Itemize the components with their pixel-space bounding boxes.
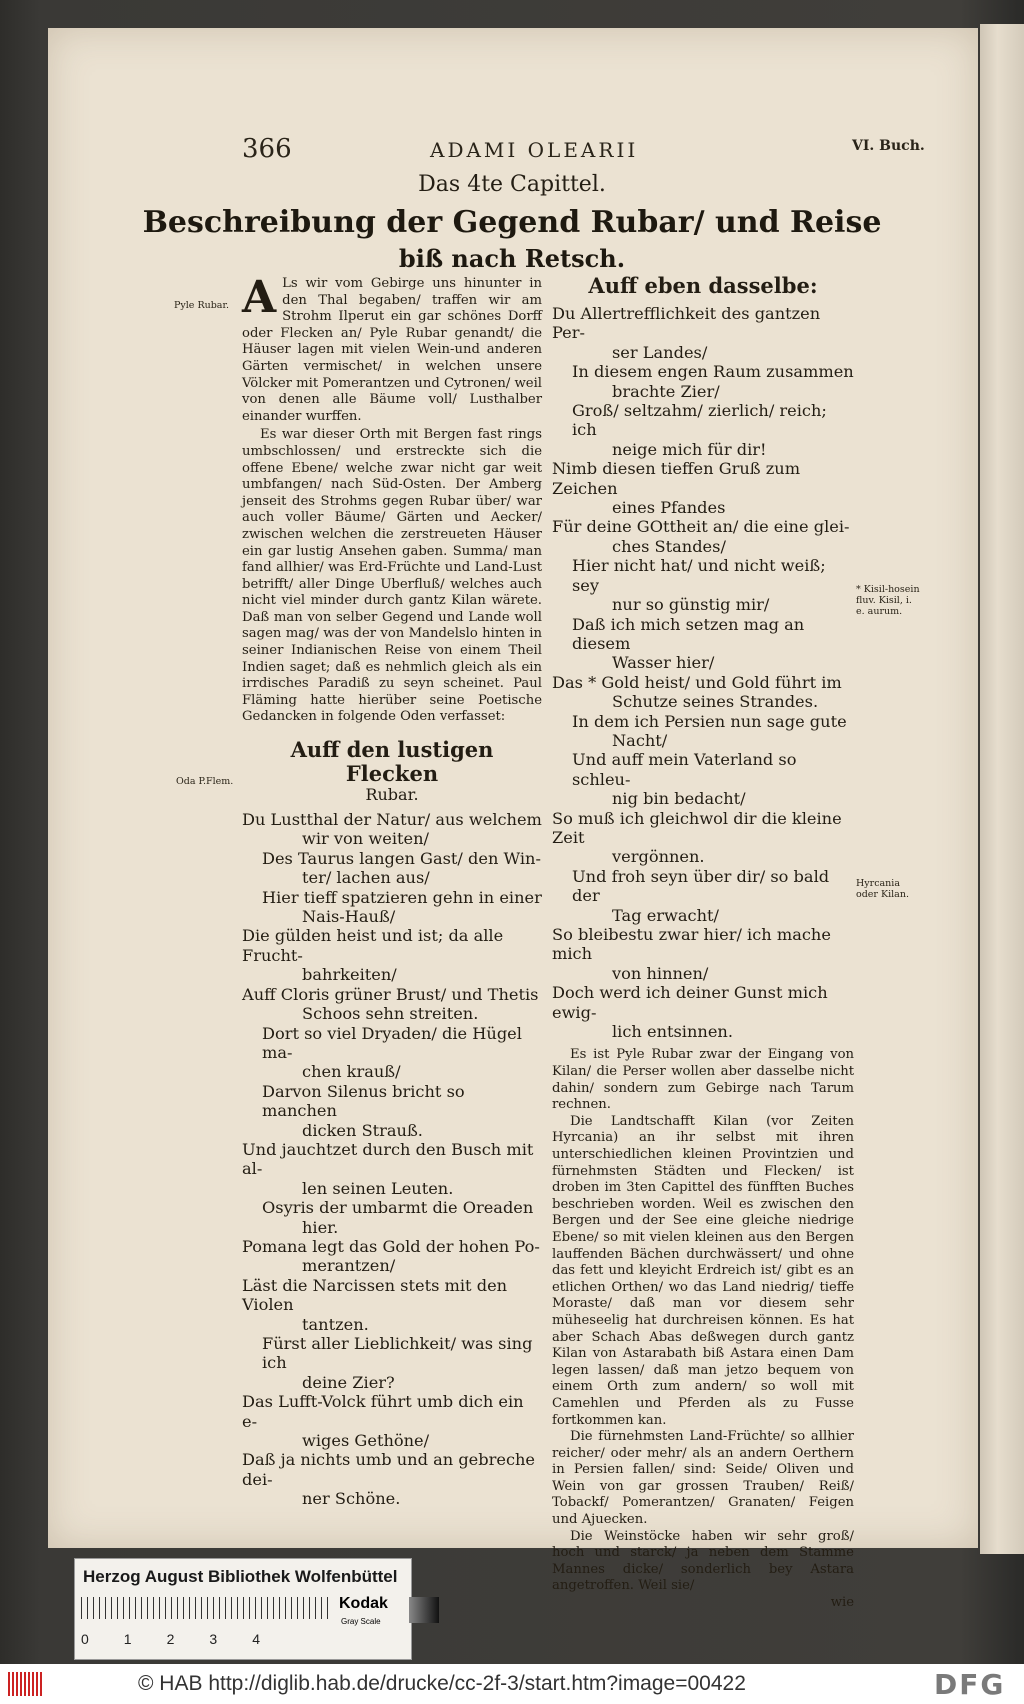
paragraph-2: Es war dieser Orth mit Bergen fast rings umbschlossen/ und erstreckte sich die offene Ebene/ welche zwar nicht gar weit umbfangen/ nach Süd-Osten. Der Amberg jenseit des Strohms gegen Rubar über/ war auch voller Bäume/ Gärten und Aecker/ zwischen welchen die zerstreueten Häuser ein gar lustig Ansehen gaben. Summa/ man fand allhier/ was Erd-Früchte und Land-Lust betrifft/ aller Dinge Uberfluß/ welches auch nicht viel minder durch gantz Kilan wärete. Daß man von selber Gegend und Lande woll sagen mag/ was der von Mandelslo hinten in seiner Indianischen Reise von einem Theil Indien saget; daß es nehmlich gleich als ein irrdisches Paradiß zu seyn scheinet. Paul Fläming hatte hierüber seine Poetische Gedancken in folgende Oden verfasset: [242, 427, 542, 725]
verse-line: Darvon Silenus bricht so manchen [262, 1081, 465, 1121]
ruler-numbers [81, 1631, 341, 1647]
paragraph-r3: Die fürnehmsten Land-Früchte/ so allhier reicher/ oder mehr/ als an andern Oerthern in Persien fallen/ sind: Seide/ Oliven und Wein von gar grossen Trauben/ Reiß/ Tobackf/ Pomerantzen/ Granaten/ Feigen und Ajuecken. [552, 1429, 854, 1528]
margin-note-oda: Oda P.Flem. [176, 776, 234, 787]
verse-line: Du Lustthal der Natur/ aus welchem [242, 810, 542, 830]
verse-line: Wasser hier/ [612, 653, 715, 673]
verse-line: Und froh seyn über dir/ so bald der [572, 866, 830, 906]
verse-line: Läst die Narcissen stets mit den Violen [242, 1275, 508, 1315]
verse-line: Hier nicht hat/ und nicht weiß; sey [572, 556, 826, 595]
verse-line: Fürst aller Lieblichkeit/ was sing ich [262, 1334, 533, 1373]
verse-line: Schoos sehn streiten. [302, 1004, 479, 1024]
verse-line: lich entsinnen. [612, 1022, 733, 1042]
verse-line: Und auff mein Vaterland so schleu- [572, 750, 797, 789]
margin-note-pyle-rubar: Pyle Rubar. [174, 300, 229, 311]
verse-line: So muß ich gleichwol dir die kleine Zeit [552, 808, 842, 847]
verse-line: So bleibestu zwar hier/ ich mache mich [552, 925, 831, 964]
gray-scale-label: Gray Scale [341, 1617, 381, 1626]
verse-line: ches Standes/ [612, 536, 726, 556]
verse-line: wir von weiten/ [302, 829, 429, 849]
paragraph-r2: Die Landtschafft Kilan (vor Zeiten Hyrcania) an ihr selbst mit ihren unterschiedlichen kleinen Provintzien und fürnehmsten Städten und Flecken/ ist droben im 3ten Capittel des fünfften Buches beschrieben worden. Weil es zwischen den Bergen und der See eine gleiche niedrige Ebene/ so mit vielen kleinen aus den Bergen lauffenden Bächen durchwässert/ und ohne das fett und kleyicht Erdreich ist/ gibt es an etlichen Orthen/ wo das Land niedrig/ tieffe Moraste/ daß man vor diesem sehr müheseelig hat durchreisen können. Es hat aber Schach Abas deßwegen durch gantz Kilan von Astarabath biß Astara einen Dam legen lassen/ daß man jetzo bequem von einem Orth zum andern/ so woll mit Camehlen und Pferden als zu Fusse fortkommen kan. [552, 1113, 854, 1428]
verse-line: Doch werd ich deiner Gunst mich ewig- [552, 983, 828, 1022]
kodak-logo: Kodak [339, 1595, 388, 1612]
verse-line: Das Lufft-Volck führt umb dich ein e- [242, 1392, 524, 1431]
verse-line: dicken Strauß. [302, 1120, 423, 1140]
verse-line: nig bin bedacht/ [612, 789, 746, 809]
ruler-number: 1 [123, 1631, 132, 1647]
verse-line: Du Allertrefflichkeit des gantzen Per- [552, 304, 821, 343]
verse-line: deine Zier? [302, 1372, 395, 1392]
verse-line: Schutze seines Strandes. [612, 692, 819, 712]
margin-note-hyrcania: Hyrcania oder Kilan. [856, 878, 909, 900]
poem-left-verses [242, 810, 542, 1509]
verse-line: von hinnen/ [612, 963, 709, 983]
verse-line: Das * Gold heist/ und Gold führt im [552, 672, 842, 692]
page-number: 366 [242, 134, 292, 164]
paragraph-1-text: Ls wir vom Gebirge uns hinunter in den Thal begaben/ traffen wir am Strohm Ilperut ein gar schönes Dorff oder Flecken an/ Pyle Rubar genandt/ die Häuser lagen mit vielen Wein-und anderen Gärten vermischet/ in welchen unsere Völcker mit Pomerantzen und Cytronen/ weil von denen alle Bäume voll/ Lusthalber einander wurffen. [242, 276, 543, 424]
verse-line: In dem ich Persien nun sage gute [572, 711, 847, 731]
verse-line: ner Schöne. [302, 1489, 401, 1509]
verse-line: brachte Zier/ [612, 381, 720, 401]
right-prose [552, 1047, 854, 1611]
ruler-number: 3 [209, 1631, 218, 1647]
verse-line: hier. [302, 1217, 339, 1237]
scale-ruler [81, 1597, 331, 1619]
verse-line: nur so günstig mir/ [612, 595, 770, 615]
verse-line: chen krauß/ [302, 1062, 401, 1082]
verse-line: Groß/ seltzahm/ zierlich/ reich; ich [572, 401, 827, 440]
chapter-title-line1: Beschreibung der Gegend Rubar/ und Reise [142, 205, 882, 240]
verse-line: Osyris der umbarmt die Oreaden [262, 1198, 534, 1218]
library-label: Herzog August Bibliothek Wolfenbüttel [83, 1567, 398, 1586]
barcode-icon [8, 1672, 44, 1696]
verse-line: Und jauchtzet durch den Busch mit al- [242, 1139, 534, 1179]
running-head-book: VI. Buch. [852, 138, 925, 154]
verse-line: Daß ich mich setzen mag an diesem [572, 614, 805, 653]
scan-calibration-label [74, 1558, 412, 1660]
paragraph-r4: Die Weinstöcke haben wir sehr groß/ hoch und starck/ ja neben dem Stamme Mannes dicke/ sonderlich bey Astara angetroffen. Weil sie/ [552, 1528, 854, 1594]
poem-right-verses [552, 304, 854, 1041]
verse-line: Dort so viel Dryaden/ die Hügel ma- [262, 1023, 522, 1062]
running-head-author: ADAMI OLEARII [430, 138, 639, 162]
verse-line: merantzen/ [302, 1256, 396, 1276]
chapter-title-line2: biß nach Retsch. [398, 244, 626, 273]
right-column [552, 274, 854, 1612]
verse-line: Auff Cloris grüner Brust/ und Thetis [242, 984, 539, 1004]
verse-line: Für deine GOttheit an/ die eine glei- [552, 517, 850, 537]
left-column [242, 272, 543, 1509]
paragraph-1 [242, 272, 543, 425]
verse-line: Des Taurus langen Gast/ den Win- [262, 848, 541, 868]
margin-note-kisil: * Kisil-hosein fluv. Kisil, i. e. aurum. [856, 584, 920, 617]
verse-line: Tag erwacht/ [612, 905, 719, 925]
catchword: wie [830, 1595, 854, 1611]
ruler-number: 4 [252, 1631, 260, 1647]
verse-line: Die gülden heist und ist; da alle Frucht- [242, 926, 504, 965]
poem-title-left: Auff den lustigen Flecken [290, 737, 494, 787]
verse-line: Nais-Hauß/ [302, 907, 396, 927]
verse-line: Nacht/ [612, 730, 668, 750]
footer-bar [0, 1664, 1024, 1704]
gray-scale-swatch [409, 1597, 439, 1623]
footer-copyright-link[interactable]: © HAB http://diglib.hab.de/drucke/cc-2f-3/start.htm?image=00422 [138, 1672, 746, 1695]
verse-line: Pomana legt das Gold der hohen Po- [242, 1236, 540, 1256]
verse-line: eines Pfandes [612, 498, 726, 518]
verse-line: In diesem engen Raum zusammen [572, 362, 854, 382]
verse-line: len seinen Leuten. [302, 1178, 454, 1198]
verse-line: tantzen. [302, 1314, 369, 1334]
verse-line: Daß ja nichts umb und an gebreche dei- [242, 1450, 536, 1489]
poem-subtitle-left: Rubar. [365, 785, 419, 805]
drop-cap: A [242, 272, 277, 323]
chapter-heading: Das 4te Capittel. [418, 172, 606, 197]
verse-line: ser Landes/ [612, 342, 708, 362]
verse-line: wiges Gethöne/ [302, 1431, 430, 1451]
verse-line: ter/ lachen aus/ [302, 868, 430, 888]
verse-line: vergönnen. [612, 847, 705, 867]
verse-line: bahrkeiten/ [302, 965, 397, 985]
ruler-number: 2 [166, 1631, 175, 1647]
verse-line: neige mich für dir! [612, 439, 767, 459]
verse-line: Nimb diesen tieffen Gruß zum Zeichen [552, 459, 801, 498]
paragraph-r1: Es ist Pyle Rubar zwar der Eingang von Kilan/ die Perser wollen aber dasselbe nicht dahin/ sondern zum Gebirge nach Tarum rechnen. [552, 1047, 854, 1113]
verse-line: Hier tieff spatzieren gehn in einer [262, 887, 542, 907]
poem-title-right: Auff eben dasselbe: [588, 273, 818, 298]
ruler-number: 0 [81, 1631, 89, 1647]
left-prose [242, 272, 543, 726]
dfg-logo: DFG [934, 1668, 1006, 1701]
